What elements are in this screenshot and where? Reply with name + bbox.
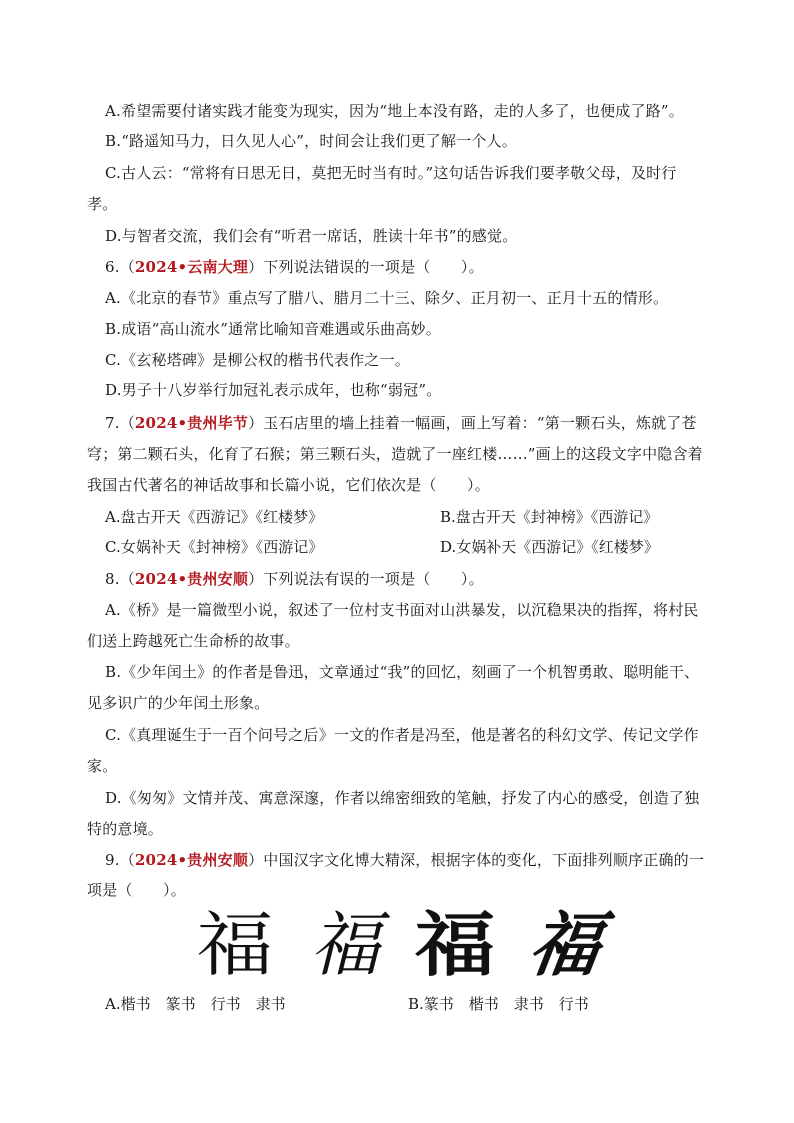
q7-stem-line2: 穹；第二颗石头，化育了石猴；第三颗石头，造就了一座红楼……”画上的这段文字中隐含着	[87, 445, 703, 463]
q5-option-b: B.“路遥知马力，日久见人心”，时间会让我们更了解一个人。	[105, 132, 517, 150]
q6-option-b: B.成语“高山流水”通常比喻知音难遇或乐曲高妙。	[105, 320, 441, 338]
q7-stem-line3: 我国古代著名的神话故事和长篇小说，它们依次是（ ）。	[87, 476, 490, 494]
q6-number: 6.（	[105, 258, 135, 276]
q5-option-a: A.希望需要付诸实践才能变为现实，因为“地上本没有路，走的人多了，也便成了路”。	[105, 102, 684, 120]
q9-option-a: A.楷书 篆书 行书 隶书	[105, 995, 286, 1013]
q8-option-c-line1: C.《真理诞生于一百个问号之后》一文的作者是冯至，他是著名的科幻文学、传记文学作	[105, 726, 699, 744]
q6-option-a: A.《北京的春节》重点写了腊八、腊月二十三、除夕、正月初一、正月十五的情形。	[105, 289, 669, 307]
q8-stem-text: ）下列说法有误的一项是（ ）。	[248, 570, 484, 588]
q9-number: 9.（	[105, 851, 135, 869]
q8-option-d-line1: D.《匆匆》文情并茂、寓意深邃，作者以绵密细致的笔触，抒发了内心的感受，创造了独	[105, 789, 700, 807]
fu-glyph-4: 福	[524, 903, 606, 986]
q9-source-badge: 2024•贵州安顺	[134, 851, 249, 869]
q8-option-a-line1: A.《桥》是一篇微型小说，叙述了一位村支书面对山洪暴发，以沉稳果决的指挥，将村民	[105, 601, 699, 619]
q8-option-a-line2: 们送上跨越死亡生命桥的故事。	[87, 632, 300, 650]
fu-glyph-2: 福	[310, 904, 380, 986]
q7-option-b: B.盘古开天《封神榜》《西游记》	[440, 508, 659, 526]
q7-option-a: A.盘古开天《西游记》《红楼梦》	[105, 508, 324, 526]
q7-number: 7.（	[105, 414, 135, 432]
q5-option-c-line2: 孝。	[87, 195, 118, 213]
q8-stem	[105, 569, 484, 589]
q9-option-b: B.篆书 楷书 隶书 行书	[408, 995, 589, 1013]
q6-source-badge: 2024•云南大理	[134, 258, 249, 276]
q9-stem-line1	[105, 850, 704, 870]
q6-stem	[105, 257, 484, 277]
q7-stem-line1	[105, 413, 697, 433]
q9-stem-text1: ）中国汉字文化博大精深，根据字体的变化，下面排列顺序正确的一	[248, 851, 705, 869]
q5-option-d: D.与智者交流，我们会有“听君一席话，胜读十年书”的感觉。	[105, 227, 518, 245]
q5-option-c-line1: C.古人云：“常将有日思无日，莫把无时当有时。”这句话告诉我们要孝敬父母，及时行	[105, 164, 677, 182]
q6-option-d: D.男子十八岁举行加冠礼表示成年，也称“弱冠”。	[105, 381, 442, 399]
calligraphy-figure	[196, 903, 606, 986]
q8-option-b-line2: 见多识广的少年闰土形象。	[87, 694, 270, 712]
q8-option-c-line2: 家。	[87, 757, 118, 775]
q8-number: 8.（	[105, 570, 135, 588]
q6-option-c: C.《玄秘塔碑》是柳公权的楷书代表作之一。	[105, 351, 410, 369]
q7-stem-text1: ）玉石店里的墙上挂着一幅画，画上写着：“第一颗石头，炼就了苍	[248, 414, 697, 432]
fu-glyph-3: 福	[414, 904, 496, 986]
q7-source-badge: 2024•贵州毕节	[134, 414, 249, 432]
q7-option-d: D.女娲补天《西游记》《红楼梦》	[440, 538, 659, 556]
fu-glyph-1: 福	[196, 904, 274, 986]
q6-stem-text: ）下列说法错误的一项是（ ）。	[248, 258, 484, 276]
q8-option-d-line2: 特的意境。	[87, 820, 164, 838]
q8-source-badge: 2024•贵州安顺	[134, 570, 249, 588]
q9-stem-line2: 项是（ ）。	[87, 881, 186, 899]
q7-option-c: C.女娲补天《封神榜》《西游记》	[105, 538, 324, 556]
q8-option-b-line1: B.《少年闰土》的作者是鲁迅，文章通过“我”的回忆，刻画了一个机智勇敢、聪明能干、	[105, 663, 700, 681]
